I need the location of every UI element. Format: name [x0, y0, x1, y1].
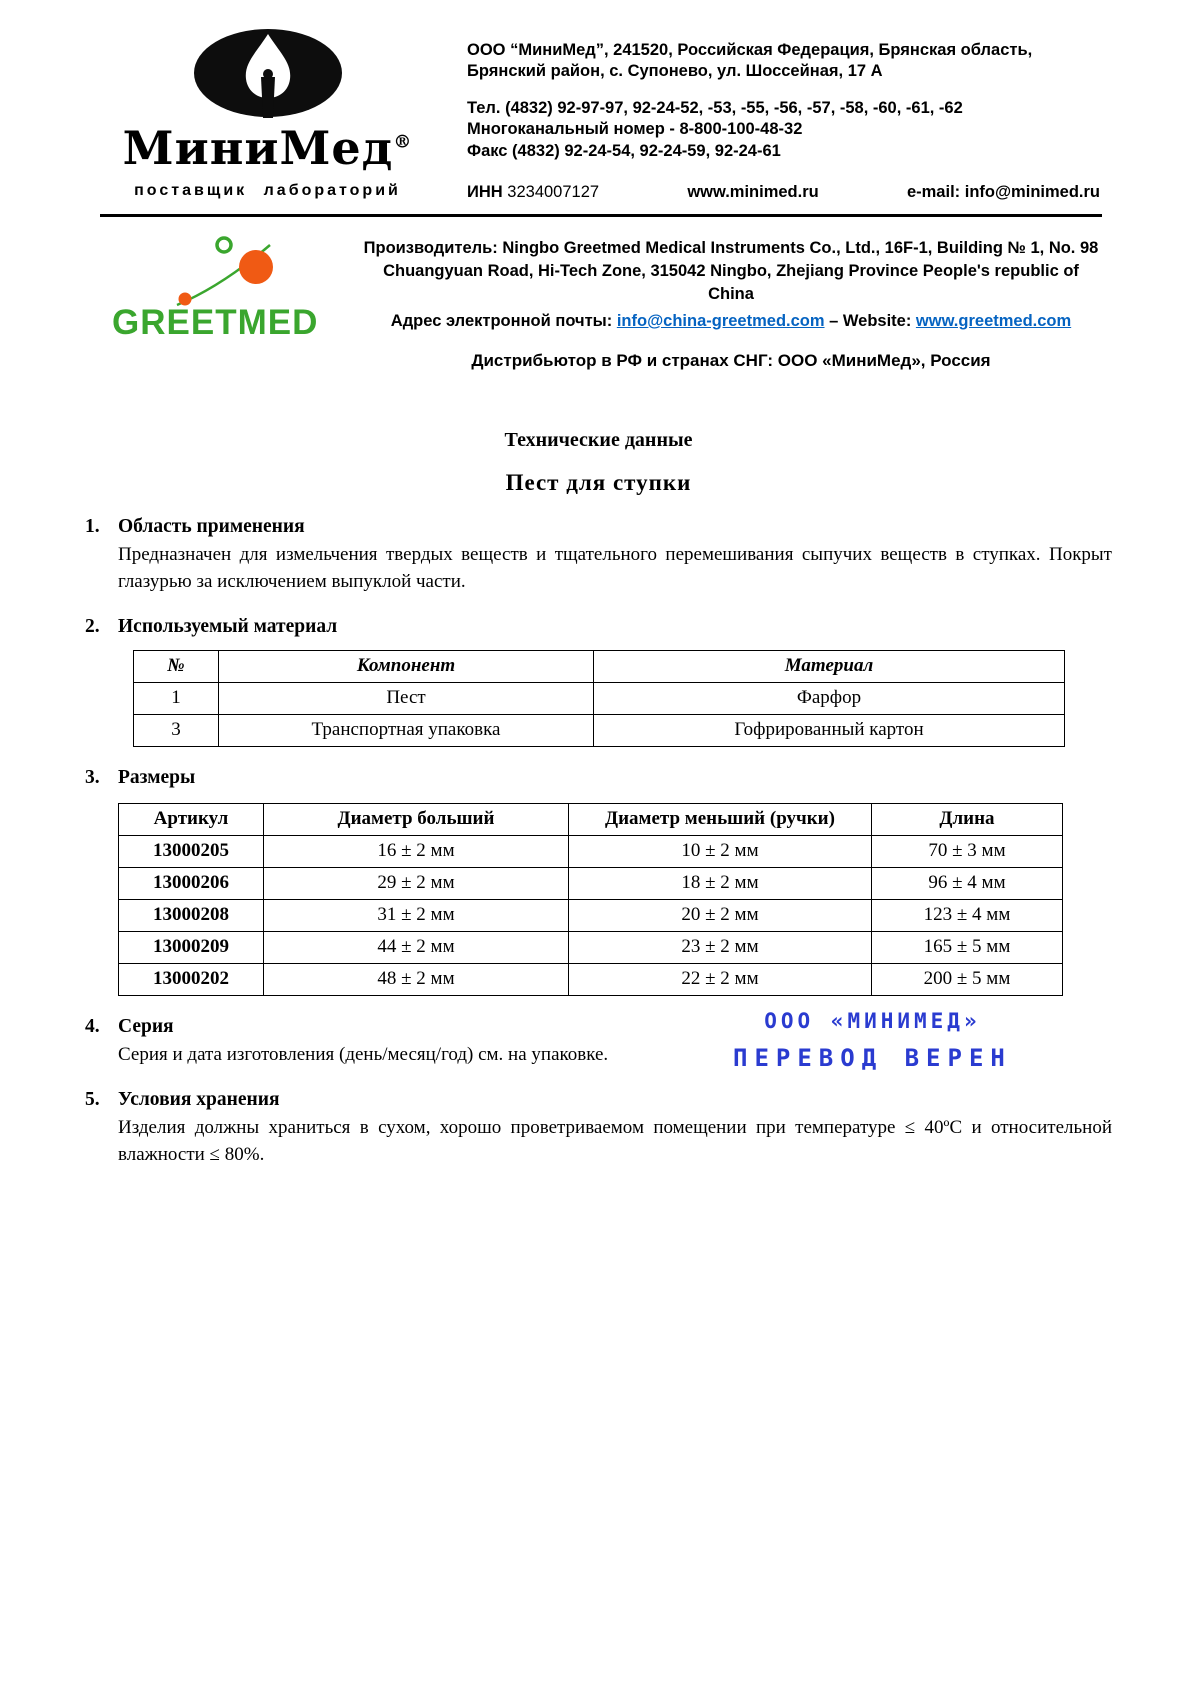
manufacturer-website-link[interactable]: www.greetmed.com — [915, 311, 1072, 330]
table-row — [119, 963, 1063, 995]
section-2-heading — [85, 616, 1112, 638]
minimed-flame-icon — [192, 28, 344, 122]
cell-d-small: 18 ± 2 мм — [569, 867, 872, 899]
table-row — [119, 867, 1063, 899]
cell-num: 1 — [134, 682, 219, 714]
section-3-heading — [85, 767, 1112, 789]
table-row — [134, 714, 1065, 746]
document-body — [0, 429, 1200, 1169]
section-5-title: Условия хранения — [118, 1088, 280, 1110]
cell-article: 13000206 — [119, 867, 264, 899]
brand-text: МиниМед — [122, 121, 394, 175]
section-1-number: 1. — [85, 515, 100, 537]
cell-component: Пест — [219, 682, 594, 714]
letterhead — [0, 0, 1200, 204]
stamp-company-line: ООО «МИНИМЕД» — [764, 1008, 981, 1033]
page-title: Технические данные — [504, 428, 693, 451]
cell-component: Транспортная упаковка — [219, 714, 594, 746]
materials-header-row — [134, 650, 1065, 682]
cell-num: 3 — [134, 714, 219, 746]
inn-row — [467, 182, 1100, 203]
table-row — [119, 835, 1063, 867]
distributor-line: Дистрибьютор в РФ и странах СНГ: ООО «МиниМед», Россия — [471, 351, 991, 370]
cell-length: 200 ± 5 мм — [872, 963, 1063, 995]
sizes-header-d-small: Диаметр меньший (ручки) — [569, 803, 872, 835]
table-row — [119, 899, 1063, 931]
company-address — [467, 40, 1100, 83]
materials-header-material: Материал — [594, 650, 1065, 682]
table-row — [119, 931, 1063, 963]
company-contacts — [467, 28, 1100, 204]
section-1-heading — [85, 516, 1112, 538]
cell-material: Гофрированный картон — [594, 714, 1065, 746]
company-phones — [467, 98, 1100, 162]
inn — [467, 182, 599, 203]
brand-tagline: поставщик лабораторий — [134, 182, 401, 200]
section-5-number: 5. — [85, 1088, 100, 1110]
materials-table — [133, 650, 1065, 747]
section-4-number: 4. — [85, 1015, 100, 1037]
greetmed-wordmark: GREETMED — [112, 302, 319, 342]
manufacturer-website-label: – Website: — [824, 311, 916, 330]
cell-d-large: 31 ± 2 мм — [264, 899, 569, 931]
address-line-2: Брянский район, с. Супонево, ул. Шоссейная, 17 А — [467, 62, 883, 81]
sizes-table — [118, 803, 1063, 996]
manufacturer-email-label: Адрес электронной почты: — [390, 311, 617, 330]
manufacturer-address — [360, 237, 1102, 306]
cell-article: 13000205 — [119, 835, 264, 867]
minimed-logo — [100, 28, 435, 204]
company-website: www.minimed.ru — [687, 183, 819, 202]
manufacturer-line-1: Производитель: Ningbo Greetmed Medical Instruments Co., Ltd., 16F-1, Building № 1, No. 98 — [363, 238, 1099, 257]
brand-name — [100, 121, 435, 175]
sizes-header-d-large: Диаметр больший — [264, 803, 569, 835]
cell-d-large: 48 ± 2 мм — [264, 963, 569, 995]
manufacturer-contacts — [360, 310, 1102, 333]
cell-length: 123 ± 4 мм — [872, 899, 1063, 931]
inn-value: 3234007127 — [507, 183, 600, 202]
cell-d-small: 20 ± 2 мм — [569, 899, 872, 931]
greetmed-logo — [112, 231, 324, 349]
cell-article: 13000208 — [119, 899, 264, 931]
section-5-heading — [85, 1089, 1112, 1111]
phone-line: Тел. (4832) 92-97-97, 92-24-52, -53, -55, -56, -57, -58, -60, -61, -62 — [467, 98, 963, 117]
section-2-number: 2. — [85, 615, 100, 637]
table-row — [134, 682, 1065, 714]
cell-d-small: 22 ± 2 мм — [569, 963, 872, 995]
section-3-number: 3. — [85, 766, 100, 788]
manufacturer-info — [360, 231, 1102, 373]
stamp-verified-line: ПЕРЕВОД ВЕРЕН — [733, 1043, 1012, 1072]
section-1-title: Область применения — [118, 515, 305, 537]
cell-length: 70 ± 3 мм — [872, 835, 1063, 867]
multichannel-line: Многоканальный номер - 8-800-100-48-32 — [467, 120, 803, 139]
section-4-wrap — [85, 1008, 1112, 1072]
inn-label: ИНН — [467, 183, 503, 202]
cell-material: Фарфор — [594, 682, 1065, 714]
section-4-body: Серия и дата изготовления (день/месяц/год) см. на упаковке. — [118, 1043, 609, 1065]
company-email: e-mail: info@minimed.ru — [906, 183, 1100, 202]
sizes-header-article: Артикул — [119, 803, 264, 835]
materials-header-component: Компонент — [219, 650, 594, 682]
manufacturer-line-2: Chuangyuan Road, Hi-Tech Zone, 315042 Ningbo, Zhejiang Province People's republic of China — [383, 261, 1079, 303]
greetmed-logo-icon — [122, 231, 322, 311]
fax-line: Факс (4832) 92-24-54, 92-24-59, 92-24-61 — [467, 141, 781, 160]
cell-d-small: 23 ± 2 мм — [569, 931, 872, 963]
cell-d-large: 16 ± 2 мм — [264, 835, 569, 867]
cell-length: 96 ± 4 мм — [872, 867, 1063, 899]
manufacturer-block — [0, 217, 1200, 373]
cell-article: 13000202 — [119, 963, 264, 995]
section-3-title: Размеры — [118, 766, 196, 788]
product-title: Пест для ступки — [505, 469, 692, 495]
address-line-1: ООО “МиниМед”, 241520, Российская Федерация, Брянская область, — [467, 41, 1033, 59]
cell-article: 13000209 — [119, 931, 264, 963]
section-5-body: Изделия должны храниться в сухом, хорошо проветриваемом помещении при температуре ≤ 40ºС и относительной влажности ≤ 80%. — [118, 1116, 1112, 1165]
section-1-body: Предназначен для измельчения твердых веществ и тщательного перемешивания сыпучих веществ в ступках. Покрыт глазурью за исключением выпуклой части. — [118, 543, 1112, 592]
cell-d-large: 44 ± 2 мм — [264, 931, 569, 963]
section-4-title: Серия — [118, 1015, 174, 1037]
cell-d-small: 10 ± 2 мм — [569, 835, 872, 867]
sizes-header-length: Длина — [872, 803, 1063, 835]
section-2-title: Используемый материал — [118, 615, 338, 637]
materials-header-num: № — [134, 650, 219, 682]
cell-length: 165 ± 5 мм — [872, 931, 1063, 963]
manufacturer-email-link[interactable]: info@china-greetmed.com — [616, 311, 825, 330]
sizes-header-row — [119, 803, 1063, 835]
registered-mark: ® — [393, 131, 413, 153]
cell-d-large: 29 ± 2 мм — [264, 867, 569, 899]
section-4-heading — [85, 1016, 1112, 1038]
